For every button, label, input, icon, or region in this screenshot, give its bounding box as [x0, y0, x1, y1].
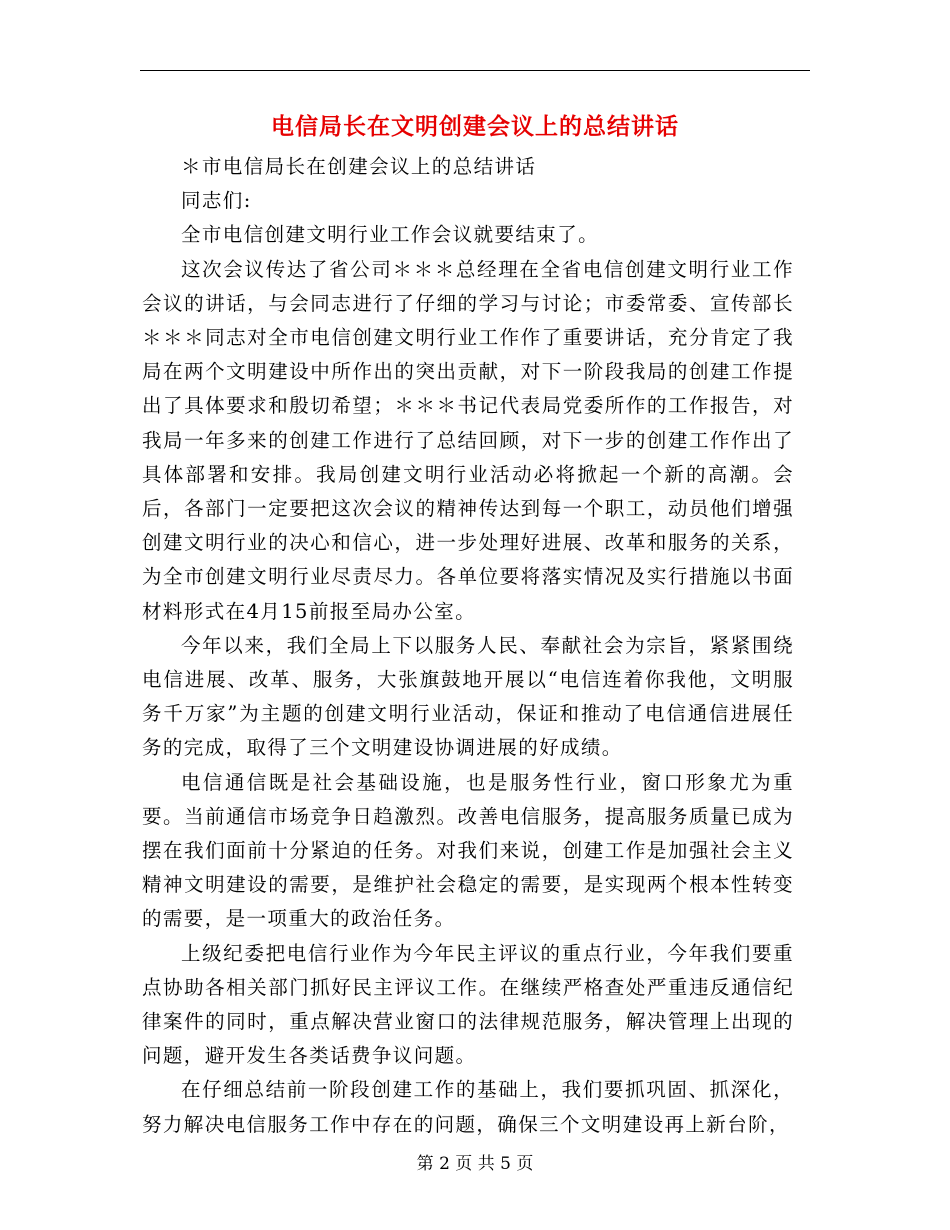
paragraph: 这次会议传达了省公司＊＊＊总经理在全省电信创建文明行业工作会议的讲话，与会同志进行了仔细的学习与讨论；市委常委、宣传部长＊＊＊同志对全市电信创建文明行业工作作了重要讲话，充分肯定了我局在两个文明建设中所作出的突出贡献，对下一阶段我局的创建工作提出了具体要求和殷切希望；＊＊＊书记代表局党委所作的工作报告，对我局一年多来的创建工作进行了总结回顾，对下一步的创建工作作出了具体部署和安排。我局创建文明行业活动必将掀起一个新的高潮。会后，各部门一定要把这次会议的精神传达到每一个职工，动员他们增强创建文明行业的决心和信心，进一步处理好进展、改革和服务的关系，为全市创建文明行业尽责尽力。各单位要将落实情况及实行措施以书面材料形式在4月15前报至局办公室。 — [142, 257, 794, 623]
paragraph: 全市电信创建文明行业工作会议就要结束了。 — [181, 223, 600, 247]
document-title: 电信局长在文明创建会议上的总结讲话 — [271, 113, 679, 140]
salutation: 同志们: — [181, 189, 252, 213]
page-footer: 第 2 页 共 5 页 — [416, 1154, 534, 1174]
document-body — [142, 150, 794, 1142]
header-rule — [140, 70, 810, 71]
paragraph: 上级纪委把电信行业作为今年民主评议的重点行业，今年我们要重点协助各相关部门抓好民主评议工作。在继续严格查处严重违反通信纪律案件的同时，重点解决营业窗口的法律规范服务，解决管理上出现的问题，避开发生各类话费争议问题。 — [142, 941, 794, 1068]
paragraph: 今年以来，我们全局上下以服务人民、奉献社会为宗旨，紧紧围绕电信进展、改革、服务，大张旗鼓地开展以“电信连着你我他，文明服务千万家”为主题的创建文明行业活动，保证和推动了电信通信进展任务的完成，取得了三个文明建设协调进展的好成绩。 — [142, 633, 794, 760]
paragraph: 电信通信既是社会基础设施，也是服务性行业，窗口形象尤为重要。当前通信市场竞争日趋激烈。改善电信服务，提高服务质量已成为摆在我们面前十分紧迫的任务。对我们来说，创建工作是加强社会主义精神文明建设的需要，是维护社会稳定的需要，是实现两个根本性转变的需要，是一项重大的政治任务。 — [142, 770, 794, 931]
subtitle-line: ＊市电信局长在创建会议上的总结讲话 — [181, 155, 537, 178]
paragraph: 在仔细总结前一阶段创建工作的基础上，我们要抓巩固、抓深化，努力解决电信服务工作中存在的问题，确保三个文明建设再上新台阶， — [142, 1078, 794, 1136]
